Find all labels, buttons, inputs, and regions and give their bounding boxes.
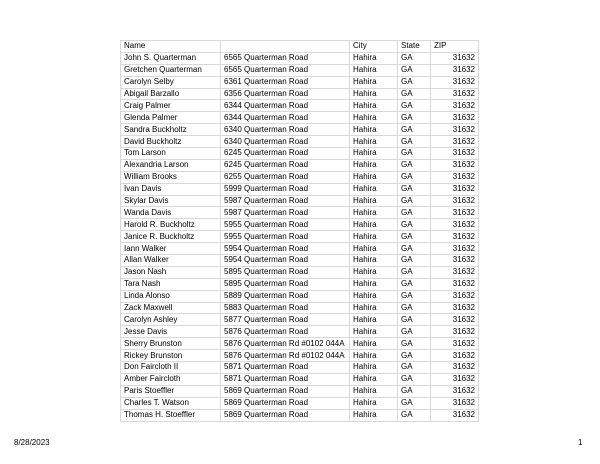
cell-state: GA <box>398 148 431 160</box>
footer-date: 8/28/2023 <box>14 438 50 447</box>
table-row <box>121 397 479 409</box>
cell-state: GA <box>398 195 431 207</box>
cell-zip: 31632 <box>431 397 479 409</box>
cell-zip: 31632 <box>431 171 479 183</box>
cell-address: 5955 Quarterman Road <box>221 219 350 231</box>
cell-city: Hahira <box>350 350 398 362</box>
cell-name: David Buckholtz <box>121 136 221 148</box>
table-row <box>121 314 479 326</box>
cell-name: Sherry Brunston <box>121 338 221 350</box>
cell-state: GA <box>398 326 431 338</box>
cell-address: 5954 Quarterman Road <box>221 243 350 255</box>
cell-zip: 31632 <box>431 338 479 350</box>
cell-zip: 31632 <box>431 255 479 267</box>
cell-state: GA <box>398 124 431 136</box>
cell-address: 6565 Quarterman Road <box>221 64 350 76</box>
table-row <box>121 148 479 160</box>
cell-name: Carolyn Selby <box>121 76 221 88</box>
cell-state: GA <box>398 219 431 231</box>
cell-state: GA <box>398 136 431 148</box>
cell-address: 5877 Quarterman Road <box>221 314 350 326</box>
cell-name: Gretchen Quarterman <box>121 64 221 76</box>
cell-state: GA <box>398 350 431 362</box>
cell-name: Rickey Brunston <box>121 350 221 362</box>
cell-zip: 31632 <box>431 88 479 100</box>
table-row <box>121 409 479 421</box>
table-row <box>121 100 479 112</box>
cell-city: Hahira <box>350 314 398 326</box>
cell-city: Hahira <box>350 338 398 350</box>
cell-address: 6344 Quarterman Road <box>221 112 350 124</box>
cell-name: John S. Quarterman <box>121 52 221 64</box>
cell-city: Hahira <box>350 171 398 183</box>
cell-city: Hahira <box>350 136 398 148</box>
cell-state: GA <box>398 409 431 421</box>
cell-address: 5871 Quarterman Road <box>221 362 350 374</box>
cell-zip: 31632 <box>431 52 479 64</box>
cell-city: Hahira <box>350 278 398 290</box>
cell-zip: 31632 <box>431 373 479 385</box>
header-city: City <box>350 41 398 53</box>
cell-address: 5876 Quarterman Road <box>221 326 350 338</box>
cell-address: 5869 Quarterman Road <box>221 385 350 397</box>
cell-address: 5871 Quarterman Road <box>221 373 350 385</box>
cell-address: 5987 Quarterman Road <box>221 195 350 207</box>
cell-city: Hahira <box>350 302 398 314</box>
cell-zip: 31632 <box>431 136 479 148</box>
cell-city: Hahira <box>350 183 398 195</box>
header-state: State <box>398 41 431 53</box>
cell-state: GA <box>398 302 431 314</box>
cell-state: GA <box>398 278 431 290</box>
cell-state: GA <box>398 385 431 397</box>
address-table <box>120 40 479 422</box>
cell-city: Hahira <box>350 385 398 397</box>
cell-city: Hahira <box>350 373 398 385</box>
cell-zip: 31632 <box>431 231 479 243</box>
cell-address: 5954 Quarterman Road <box>221 255 350 267</box>
cell-zip: 31632 <box>431 385 479 397</box>
table-row <box>121 219 479 231</box>
cell-zip: 31632 <box>431 243 479 255</box>
cell-name: Craig Palmer <box>121 100 221 112</box>
cell-city: Hahira <box>350 88 398 100</box>
cell-city: Hahira <box>350 266 398 278</box>
cell-state: GA <box>398 88 431 100</box>
table-row <box>121 183 479 195</box>
cell-zip: 31632 <box>431 314 479 326</box>
cell-city: Hahira <box>350 100 398 112</box>
cell-zip: 31632 <box>431 290 479 302</box>
table-row <box>121 278 479 290</box>
cell-state: GA <box>398 100 431 112</box>
cell-address: 5869 Quarterman Road <box>221 409 350 421</box>
cell-zip: 31632 <box>431 362 479 374</box>
table-row <box>121 207 479 219</box>
cell-address: 5876 Quarterman Rd #0102 044A <box>221 350 350 362</box>
table-row <box>121 64 479 76</box>
cell-state: GA <box>398 183 431 195</box>
cell-state: GA <box>398 207 431 219</box>
cell-city: Hahira <box>350 76 398 88</box>
cell-city: Hahira <box>350 124 398 136</box>
cell-city: Hahira <box>350 397 398 409</box>
cell-address: 6565 Quarterman Road <box>221 52 350 64</box>
table-row <box>121 136 479 148</box>
table-row <box>121 76 479 88</box>
cell-state: GA <box>398 76 431 88</box>
cell-city: Hahira <box>350 219 398 231</box>
cell-zip: 31632 <box>431 76 479 88</box>
cell-city: Hahira <box>350 207 398 219</box>
cell-state: GA <box>398 255 431 267</box>
cell-name: Abigail Barzallo <box>121 88 221 100</box>
cell-city: Hahira <box>350 362 398 374</box>
cell-city: Hahira <box>350 290 398 302</box>
table-row <box>121 290 479 302</box>
cell-name: William Brooks <box>121 171 221 183</box>
cell-address: 5987 Quarterman Road <box>221 207 350 219</box>
cell-name: Amber Faircloth <box>121 373 221 385</box>
cell-zip: 31632 <box>431 219 479 231</box>
cell-name: Tara Nash <box>121 278 221 290</box>
cell-state: GA <box>398 362 431 374</box>
cell-city: Hahira <box>350 409 398 421</box>
table-row <box>121 112 479 124</box>
cell-address: 6245 Quarterman Road <box>221 148 350 160</box>
cell-name: Glenda Palmer <box>121 112 221 124</box>
cell-address: 6245 Quarterman Road <box>221 159 350 171</box>
table-row <box>121 373 479 385</box>
table-row <box>121 338 479 350</box>
cell-zip: 31632 <box>431 100 479 112</box>
cell-city: Hahira <box>350 231 398 243</box>
table-row <box>121 124 479 136</box>
cell-zip: 31632 <box>431 207 479 219</box>
cell-name: Thomas H. Stoeffler <box>121 409 221 421</box>
cell-address: 6344 Quarterman Road <box>221 100 350 112</box>
cell-city: Hahira <box>350 326 398 338</box>
cell-zip: 31632 <box>431 148 479 160</box>
table-row <box>121 52 479 64</box>
cell-zip: 31632 <box>431 64 479 76</box>
cell-state: GA <box>398 397 431 409</box>
cell-name: Don Faircloth II <box>121 362 221 374</box>
cell-name: Tom Larson <box>121 148 221 160</box>
cell-zip: 31632 <box>431 326 479 338</box>
cell-name: Paris Stoeffler <box>121 385 221 397</box>
cell-zip: 31632 <box>431 350 479 362</box>
cell-name: Wanda Davis <box>121 207 221 219</box>
cell-name: Ivan Davis <box>121 183 221 195</box>
table-row <box>121 171 479 183</box>
cell-state: GA <box>398 64 431 76</box>
cell-name: Janice R. Buckholtz <box>121 231 221 243</box>
table-row <box>121 362 479 374</box>
cell-state: GA <box>398 243 431 255</box>
header-address <box>221 41 350 53</box>
cell-address: 5889 Quarterman Road <box>221 290 350 302</box>
cell-name: Linda Alonso <box>121 290 221 302</box>
cell-state: GA <box>398 171 431 183</box>
cell-name: Allan Walker <box>121 255 221 267</box>
cell-city: Hahira <box>350 52 398 64</box>
table-row <box>121 88 479 100</box>
cell-state: GA <box>398 159 431 171</box>
cell-address: 6255 Quarterman Road <box>221 171 350 183</box>
header-zip: ZIP <box>431 41 479 53</box>
cell-zip: 31632 <box>431 409 479 421</box>
cell-zip: 31632 <box>431 302 479 314</box>
cell-address: 6356 Quarterman Road <box>221 88 350 100</box>
address-table-body <box>121 41 479 422</box>
cell-state: GA <box>398 373 431 385</box>
cell-name: Alexandria Larson <box>121 159 221 171</box>
table-row <box>121 231 479 243</box>
cell-city: Hahira <box>350 159 398 171</box>
cell-zip: 31632 <box>431 278 479 290</box>
cell-address: 5869 Quarterman Road <box>221 397 350 409</box>
table-row <box>121 159 479 171</box>
cell-name: Sandra Buckholtz <box>121 124 221 136</box>
cell-address: 5883 Quarterman Road <box>221 302 350 314</box>
cell-zip: 31632 <box>431 159 479 171</box>
table-row <box>121 266 479 278</box>
cell-state: GA <box>398 52 431 64</box>
cell-name: Charles T. Watson <box>121 397 221 409</box>
table-row <box>121 385 479 397</box>
cell-zip: 31632 <box>431 112 479 124</box>
table-row <box>121 195 479 207</box>
cell-state: GA <box>398 290 431 302</box>
cell-city: Hahira <box>350 112 398 124</box>
page-number: 1 <box>578 438 583 447</box>
cell-name: Jason Nash <box>121 266 221 278</box>
cell-address: 6340 Quarterman Road <box>221 136 350 148</box>
cell-name: Jesse Davis <box>121 326 221 338</box>
table-row <box>121 350 479 362</box>
cell-state: GA <box>398 338 431 350</box>
cell-zip: 31632 <box>431 124 479 136</box>
cell-name: Skylar Davis <box>121 195 221 207</box>
cell-name: Zack Maxwell <box>121 302 221 314</box>
header-name: Name <box>121 41 221 53</box>
table-row <box>121 243 479 255</box>
cell-city: Hahira <box>350 64 398 76</box>
cell-name: Harold R. Buckholtz <box>121 219 221 231</box>
table-row <box>121 302 479 314</box>
cell-city: Hahira <box>350 148 398 160</box>
cell-zip: 31632 <box>431 266 479 278</box>
cell-city: Hahira <box>350 195 398 207</box>
cell-city: Hahira <box>350 243 398 255</box>
cell-address: 5895 Quarterman Road <box>221 278 350 290</box>
cell-address: 5999 Quarterman Road <box>221 183 350 195</box>
cell-address: 5895 Quarterman Road <box>221 266 350 278</box>
cell-name: Iann Walker <box>121 243 221 255</box>
cell-city: Hahira <box>350 255 398 267</box>
cell-address: 5955 Quarterman Road <box>221 231 350 243</box>
cell-address: 6340 Quarterman Road <box>221 124 350 136</box>
cell-state: GA <box>398 266 431 278</box>
cell-address: 5876 Quarterman Rd #0102 044A <box>221 338 350 350</box>
cell-state: GA <box>398 231 431 243</box>
table-row <box>121 255 479 267</box>
cell-state: GA <box>398 112 431 124</box>
table-row <box>121 326 479 338</box>
header-row <box>121 41 479 53</box>
cell-state: GA <box>398 314 431 326</box>
cell-address: 6361 Quarterman Road <box>221 76 350 88</box>
cell-zip: 31632 <box>431 195 479 207</box>
cell-name: Carolyn Ashley <box>121 314 221 326</box>
cell-zip: 31632 <box>431 183 479 195</box>
